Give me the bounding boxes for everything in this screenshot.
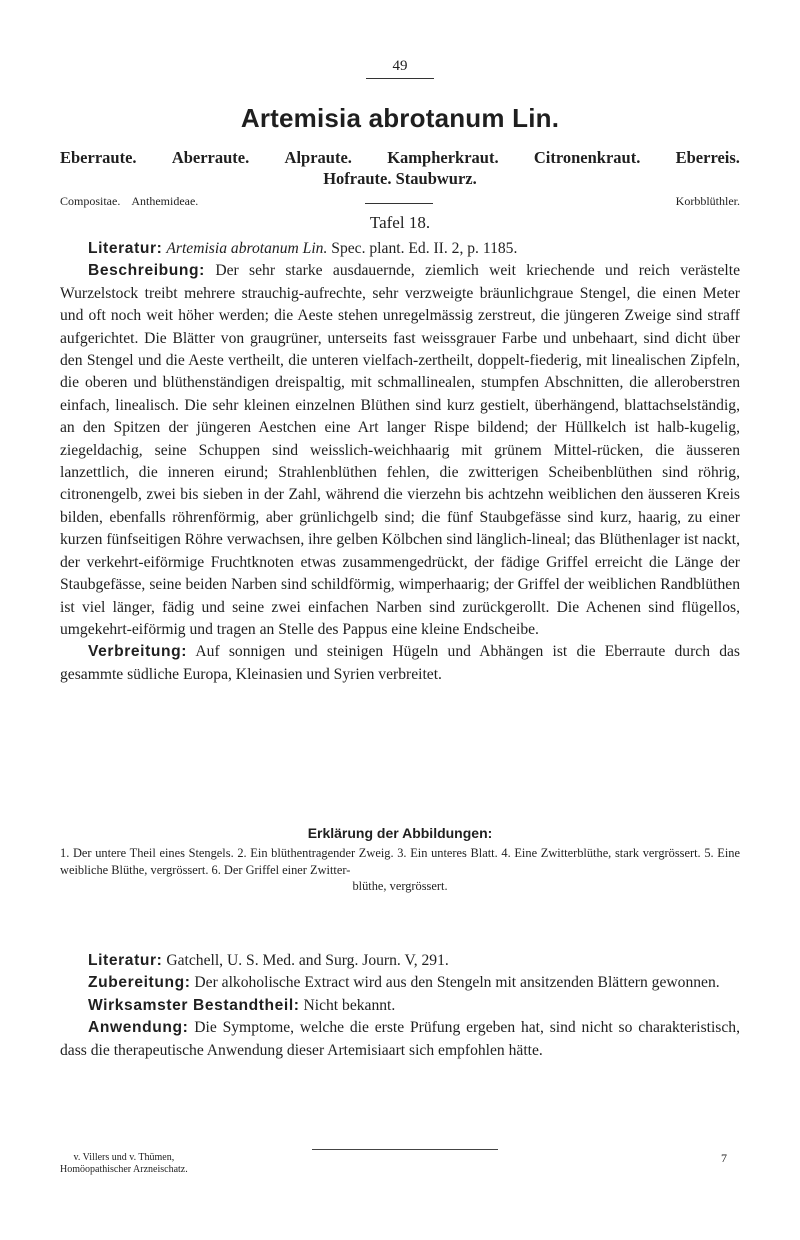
explanation-body: 1. Der untere Theil eines Stengels. 2. Ein blüthentragender Zweig. 3. Ein unteres Blatt. 4. Eine Zwitterblüthe, stark vergrössert. 5. Eine weibliche Blüthe, vergrössert. 6. Der Griffel einer Zwitter- <box>60 846 740 877</box>
preparation-label: Zubereitung: <box>88 974 191 992</box>
description-paragraph <box>60 260 740 641</box>
application-label: Anwendung: <box>88 1019 189 1037</box>
main-text <box>60 238 740 686</box>
footer-authors: v. Villers und v. Thümen, <box>73 1152 175 1163</box>
description-label: Beschreibung: <box>88 262 205 280</box>
common-name: Kampherkraut. <box>387 148 499 167</box>
literature2-paragraph <box>60 950 740 972</box>
literature-species: Artemisia abrotanum Lin. <box>166 240 328 257</box>
footer-rule <box>312 1149 498 1150</box>
family-rule <box>365 203 433 204</box>
description-text: Der sehr starke ausdauernde, ziemlich weit kriechende und reich verästelte Wurzelstock treibt mehrere strauchig-aufrechte, sehr verzweigte bräunlichgraue Stengel, die einen Meter und oft noch weit höher werden; die Aeste stehen unregelmässig zerstreut, die jüngeren Zweige sind straff aufgerichtet. Die Blätter von graugrüner, unterseits fast weissgrauer Farbe und unbehaart, sind dicht über den Stengel und die Aeste vertheilt, die unteren vielfach-zertheilt, doppelt-fiederig, mit linealischen Zipfeln, die oberen und blüthenständigen dreispaltig, mit schmallinealen, stumpfen Abschnitten, die alleroberstren einfach, linealisch. Die sehr kleinen einzelnen Blüthen sind kurz gestielt, überhängend, blattachselständig, an den Spitzen der jüngeren Aestchen eine Art langer Rispe bildend; der Hüllkelch ist halb-kugelig, ziegeldachig, seine Schuppen sind weisslich-weichhaarig mit grünem Mittel-rücken, die äusseren lanzettlich, die inneren eirund; Strahlenblüthen fehlen, die zwitterigen Scheibenblüthen sind röhrig, citronengelb, zwei bis sieben in der Zahl, während die vierzehn bis achtzehn weiblichen den äusseren Kreis bilden, ebenfalls röhrenförmig, aber grünlichgelb sind; die fünf Staubgefässe sind kurz, haarig, zu einer kurzen fünfseitigen Röhre verwachsen, ihre gelben Kölbchen sind länglich-lineal; das Blüthenlager ist nackt, der verkehrt-eiförmige Fruchtknoten etwas zusammengedrückt, der fädige Griffel erreicht die Länge der Staubgefässe, seine beiden Narben sind schildförmig, wimperhaarig; der Griffel der weiblichen Randblüthen ist viel länger, fädig und seine zwei einfachen Narben sind zurückgerollt. Die Achenen sind flügellos, umgekehrt-eiförmig und tragen an Stelle des Pappus eine kleine Endscheibe. <box>60 262 740 638</box>
application-paragraph <box>60 1017 740 1062</box>
explanation-title: Erklärung der Abbildungen: <box>307 825 493 841</box>
explanation-text <box>60 845 740 895</box>
literature2-text: Gatchell, U. S. Med. and Surg. Journ. V, 291. <box>166 952 449 969</box>
footer-publisher <box>60 1152 188 1176</box>
distribution-paragraph <box>60 641 740 686</box>
literature-paragraph <box>60 238 740 260</box>
page-number: 49 <box>392 58 408 74</box>
species-title: Artemisia abrotanum Lin. <box>240 103 560 133</box>
application-text: Die Symptome, welche die erste Prüfung ergeben hat, sind nicht so charakteristisch, dass die therapeutische Anwendung dieser Artemisiaart sich empfohlen hätte. <box>60 1019 740 1059</box>
family-right: Korbblüthler. <box>675 194 740 208</box>
distribution-text: Auf sonnigen und steinigen Hügeln und Abhängen ist die Eberraute durch das gesammte südliche Europa, Kleinasien und Syrien verbreitet. <box>60 643 740 683</box>
family-name: Compositae. <box>60 194 121 208</box>
distribution-label: Verbreitung: <box>88 643 188 661</box>
common-name: Aberraute. <box>171 148 250 167</box>
constituent-paragraph <box>60 995 740 1017</box>
common-names-line2: Hofraute. Staubwurz. <box>323 169 477 188</box>
plate-number: Tafel 18. <box>369 213 431 232</box>
literature-label: Literatur: <box>88 240 163 257</box>
common-name: Eberreis. <box>675 148 740 167</box>
tribe-name: Anthemideae. <box>131 194 199 208</box>
constituent-text: Nicht bekannt. <box>303 996 396 1014</box>
footer-work: Homöopathischer Arzneischatz. <box>60 1164 188 1175</box>
literature-reference: Spec. plant. Ed. II. 2, p. 1185. <box>331 240 518 257</box>
preparation-paragraph <box>60 972 740 994</box>
common-name: Alpraute. <box>284 148 352 167</box>
preparation-text: Der alkoholische Extract wird aus den Stengeln mit ansitzenden Blättern gewonnen. <box>194 974 720 992</box>
literature2-label: Literatur: <box>88 952 163 969</box>
common-names <box>60 148 740 168</box>
footer-signature: 7 <box>721 1151 727 1165</box>
explanation-last-line: blüthe, vergrössert. <box>352 879 448 893</box>
family-left <box>60 194 198 209</box>
secondary-text <box>60 950 740 1062</box>
constituent-label: Wirksamster Bestandtheil: <box>88 996 300 1014</box>
common-name: Eberraute. <box>60 148 137 167</box>
common-name: Citronenkraut. <box>533 148 641 167</box>
page-number-rule <box>366 78 434 79</box>
